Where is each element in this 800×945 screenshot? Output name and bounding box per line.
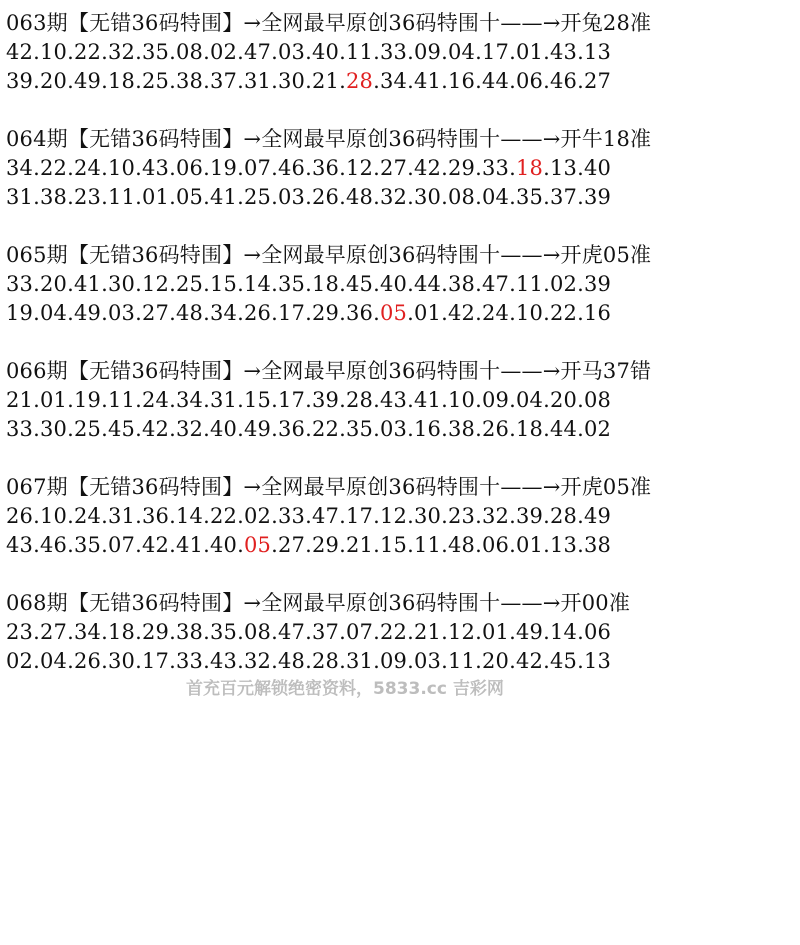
watermark-text: 首充百元解锁绝密资料，5833.cc 吉彩网 xyxy=(186,679,504,699)
numbers-before-hit: 39.20.49.18.25.38.37.31.30.21. xyxy=(6,69,346,93)
hit-number: 18 xyxy=(515,156,544,180)
number-row xyxy=(6,154,796,183)
numbers-after-hit: .27.29.21.15.11.48.06.01.13.38 xyxy=(271,533,612,557)
numbers-before-hit: 19.04.49.03.27.48.34.26.17.29.36. xyxy=(6,301,380,325)
hit-number: 05 xyxy=(379,301,408,325)
period-block-066 xyxy=(6,357,796,444)
number-row: 26.10.24.31.36.14.22.02.33.47.17.12.30.23.32.39.28.49 xyxy=(6,504,612,528)
period-block-067 xyxy=(6,473,796,560)
period-block-064 xyxy=(6,125,796,212)
hit-number: 28 xyxy=(345,69,374,93)
numbers-after-hit: .13.40 xyxy=(543,156,612,180)
period-block-063 xyxy=(6,9,796,96)
number-row xyxy=(6,299,796,328)
number-row: 33.30.25.45.42.32.40.49.36.22.35.03.16.38.26.18.44.02 xyxy=(6,417,612,441)
hit-number: 05 xyxy=(243,533,272,557)
number-row xyxy=(6,67,796,96)
period-title: 067期【无错36码特围】→全网最早原创36码特围十——→开虎05准 xyxy=(6,475,652,499)
number-row: 33.20.41.30.12.25.15.14.35.18.45.40.44.38.47.11.02.39 xyxy=(6,272,612,296)
number-row: 21.01.19.11.24.34.31.15.17.39.28.43.41.10.09.04.20.08 xyxy=(6,388,612,412)
number-row: 23.27.34.18.29.38.35.08.47.37.07.22.21.12.01.49.14.06 xyxy=(6,620,612,644)
numbers-before-hit: 43.46.35.07.42.41.40. xyxy=(6,533,244,557)
period-title: 065期【无错36码特围】→全网最早原创36码特围十——→开虎05准 xyxy=(6,243,652,267)
number-row: 02.04.26.30.17.33.43.32.48.28.31.09.03.11.20.42.45.13 xyxy=(6,649,612,673)
number-row xyxy=(6,531,796,560)
period-block-065 xyxy=(6,241,796,328)
numbers-after-hit: .01.42.24.10.22.16 xyxy=(407,301,612,325)
number-row: 42.10.22.32.35.08.02.47.03.40.11.33.09.04.17.01.43.13 xyxy=(6,40,612,64)
document-body xyxy=(6,9,796,705)
period-title: 066期【无错36码特围】→全网最早原创36码特围十——→开马37错 xyxy=(6,359,652,383)
period-block-068 xyxy=(6,589,796,676)
numbers-before-hit: 34.22.24.10.43.06.19.07.46.36.12.27.42.29.33. xyxy=(6,156,516,180)
period-title: 063期【无错36码特围】→全网最早原创36码特围十——→开兔28准 xyxy=(6,11,652,35)
number-row: 31.38.23.11.01.05.41.25.03.26.48.32.30.08.04.35.37.39 xyxy=(6,185,612,209)
period-title: 068期【无错36码特围】→全网最早原创36码特围十——→开00准 xyxy=(6,591,631,615)
period-title: 064期【无错36码特围】→全网最早原创36码特围十——→开牛18准 xyxy=(6,127,652,151)
numbers-after-hit: .34.41.16.44.06.46.27 xyxy=(373,69,612,93)
